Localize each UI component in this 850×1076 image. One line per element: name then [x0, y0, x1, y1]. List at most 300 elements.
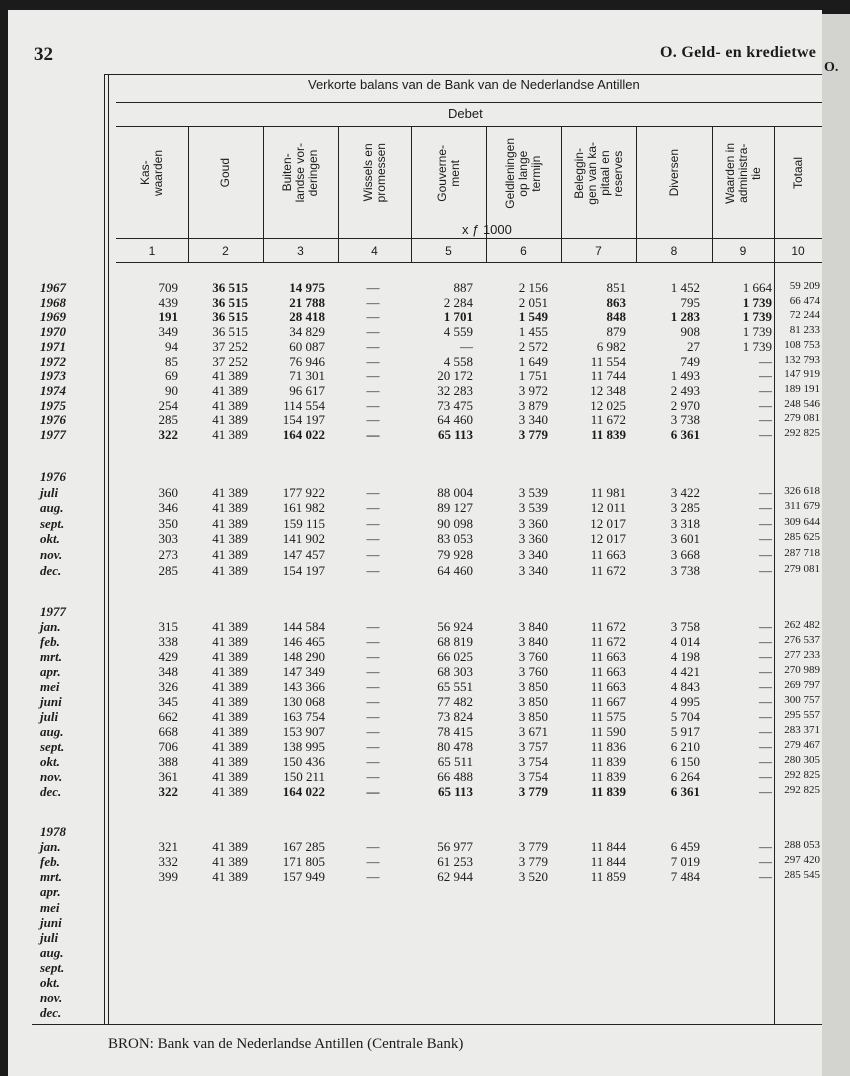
column-header-label: Buiten- landse vor- deringen: [280, 143, 320, 203]
row-label: 1968: [40, 294, 66, 310]
row-label: 1975: [40, 397, 66, 413]
table-cell: 3 539: [518, 484, 548, 500]
rule-subtitle: [116, 126, 822, 127]
table-cell: 277 233: [784, 649, 820, 661]
table-cell: 66 488: [437, 769, 473, 784]
table-cell: 3 754: [518, 754, 548, 769]
table-cell: 297 420: [784, 854, 820, 867]
table-cell: 164 022: [282, 427, 325, 442]
column-header-label: Kas- waarden: [138, 149, 165, 197]
table-cell: 138 995: [282, 739, 325, 754]
table-cell: 3 422: [670, 484, 700, 500]
table-cell: —: [366, 784, 380, 799]
table-cell: 295 557: [784, 709, 820, 721]
row-label: feb.: [40, 634, 60, 649]
table-cell: 11 590: [590, 724, 626, 739]
table-cell: 6 150: [670, 754, 700, 769]
table-cell: 361: [158, 769, 178, 784]
table-cell: 3 757: [518, 739, 548, 754]
table-cell: —: [759, 562, 772, 578]
table-cell: 283 371: [784, 724, 820, 736]
table-cell: 27: [687, 338, 700, 354]
row-label: jan.: [40, 619, 61, 634]
table-cell: 3 318: [670, 515, 700, 531]
table-cell: 80 478: [437, 739, 473, 754]
table-cell: 279 467: [784, 739, 820, 751]
table-cell: —: [366, 412, 380, 428]
table-cell: 321: [158, 839, 178, 855]
table-cell: 89 127: [437, 500, 473, 516]
row-label: sept.: [40, 515, 65, 531]
table-cell: 32 283: [437, 382, 473, 398]
table-cell: 36 515: [212, 294, 248, 310]
table-cell: 360: [158, 484, 178, 500]
table-cell: —: [460, 338, 473, 354]
table-cell: 132 793: [784, 353, 820, 366]
table-cell: —: [366, 427, 380, 442]
row-label: 1967: [40, 280, 66, 295]
table-cell: 11 663: [590, 664, 626, 679]
table-cell: 248 546: [784, 397, 820, 410]
table-cell: 1 452: [670, 280, 700, 295]
table-cell: —: [759, 649, 772, 664]
table-cell: 399: [158, 869, 178, 885]
table-cell: 350: [158, 515, 178, 531]
table-cell: 41 389: [212, 784, 248, 799]
table-cell: 177 922: [282, 484, 325, 500]
rule-bottom: [32, 1024, 822, 1025]
table-cell: —: [366, 724, 380, 739]
table-cell: 85: [165, 353, 178, 369]
table-cell: 69: [165, 368, 178, 384]
source-note: BRON: Bank van de Nederlandse Antillen (Centrale Bank): [108, 1036, 464, 1052]
column-header: [263, 128, 338, 218]
table-cell: 4 559: [443, 324, 473, 340]
table-cell: —: [759, 397, 772, 413]
table-cell: 3 972: [518, 382, 548, 398]
table-cell: 79 928: [437, 547, 473, 562]
table-cell: 76 946: [289, 353, 325, 369]
column-header: [774, 128, 822, 218]
table-cell: —: [759, 619, 772, 634]
table-cell: 11 663: [590, 679, 626, 694]
table-cell: —: [366, 368, 380, 384]
row-label: okt.: [40, 531, 60, 547]
table-cell: 68 819: [437, 634, 473, 649]
row-label: juli: [40, 484, 59, 500]
table-cell: 269 797: [784, 679, 820, 691]
table-cell: —: [759, 500, 772, 516]
table-cell: 273: [158, 547, 178, 562]
table-cell: 114 554: [283, 397, 325, 413]
table-cell: —: [366, 679, 380, 694]
table-cell: —: [366, 484, 380, 500]
table-cell: 709: [158, 280, 178, 295]
table-cell: 3 754: [518, 769, 548, 784]
table-cell: 348: [158, 664, 178, 679]
chapter-heading: O. Geld- en kredietwe: [660, 44, 817, 61]
table-cell: 148 290: [282, 649, 325, 664]
table-cell: 1 739: [742, 294, 772, 310]
table-cell: 12 017: [590, 531, 626, 547]
rule-top: [104, 74, 822, 75]
column-number: 10: [791, 244, 805, 258]
table-cell: 1 739: [742, 309, 772, 325]
table-cell: —: [366, 739, 380, 754]
table-cell: —: [759, 412, 772, 428]
table-cell: —: [759, 854, 772, 870]
row-label: dec.: [40, 784, 62, 799]
column-header-label: Totaal: [790, 156, 805, 190]
table-cell: —: [366, 353, 380, 369]
column-number: 7: [595, 244, 602, 258]
table-cell: 311 679: [784, 500, 820, 513]
table-cell: 668: [158, 724, 178, 739]
table-cell: 3 360: [518, 515, 548, 531]
table-cell: —: [759, 664, 772, 679]
table-cell: 41 389: [212, 679, 248, 694]
table-cell: 5 917: [670, 724, 700, 739]
table-cell: 3 285: [670, 500, 700, 516]
table-subtitle: Debet: [448, 106, 483, 121]
table-cell: —: [366, 309, 380, 325]
table-cell: 94: [165, 338, 178, 354]
table-cell: 3 850: [518, 679, 548, 694]
table-cell: —: [366, 562, 380, 578]
table-cell: 72 244: [789, 309, 820, 322]
table-cell: —: [759, 724, 772, 739]
table-cell: 279 081: [784, 412, 820, 425]
table-cell: 41 389: [212, 500, 248, 516]
table-cell: 56 977: [437, 839, 473, 855]
table-cell: 326: [158, 679, 178, 694]
table-cell: 34 829: [289, 324, 325, 340]
table-cell: 2 156: [518, 280, 548, 295]
table-cell: 41 389: [212, 484, 248, 500]
table-cell: 3 340: [518, 547, 548, 562]
column-number: 6: [520, 244, 527, 258]
table-cell: 73 475: [437, 397, 473, 413]
table-cell: 141 902: [282, 531, 325, 547]
table-cell: 11 663: [590, 547, 626, 562]
table-cell: 4 558: [443, 353, 473, 369]
table-cell: —: [366, 280, 380, 295]
table-cell: 6 361: [670, 784, 700, 799]
table-cell: 130 068: [282, 694, 325, 709]
table-cell: 292 825: [784, 769, 820, 781]
table-cell: 154 197: [282, 412, 325, 428]
table-cell: —: [366, 619, 380, 634]
table-cell: 4 843: [670, 679, 700, 694]
table-cell: 6 361: [670, 427, 700, 442]
row-label: juni: [40, 914, 62, 930]
table-cell: 851: [606, 280, 626, 295]
table-cell: 292 825: [784, 784, 820, 796]
table-cell: 65 551: [437, 679, 473, 694]
table-cell: 41 389: [212, 754, 248, 769]
table-cell: 270 989: [784, 664, 820, 676]
table-cell: 41 389: [212, 547, 248, 562]
table-cell: —: [366, 694, 380, 709]
table-cell: 60 087: [289, 338, 325, 354]
table-cell: 5 704: [670, 709, 700, 724]
table-cell: 12 017: [590, 515, 626, 531]
table-cell: 6 264: [670, 769, 700, 784]
table-cell: —: [759, 427, 772, 442]
table-cell: —: [366, 664, 380, 679]
table-cell: —: [759, 484, 772, 500]
table-cell: 338: [158, 634, 178, 649]
table-cell: —: [366, 754, 380, 769]
column-header: [486, 128, 561, 218]
table-cell: 41 389: [212, 368, 248, 384]
row-label: mrt.: [40, 869, 63, 885]
table-cell: 41 389: [212, 664, 248, 679]
table-cell: 279 081: [784, 562, 820, 575]
table-cell: 303: [158, 531, 178, 547]
table-cell: 41 389: [212, 649, 248, 664]
table-cell: 2 493: [670, 382, 700, 398]
table-cell: 73 824: [437, 709, 473, 724]
table-cell: 11 839: [590, 769, 626, 784]
table-cell: —: [366, 500, 380, 516]
table-cell: —: [759, 368, 772, 384]
table-cell: 167 285: [282, 839, 325, 855]
table-cell: 146 465: [282, 634, 325, 649]
table-cell: 66 474: [789, 294, 820, 307]
table-cell: —: [759, 769, 772, 784]
table-unit: x ƒ 1000: [462, 222, 512, 237]
table-cell: —: [366, 531, 380, 547]
table-cell: 71 301: [289, 368, 325, 384]
table-cell: 254: [158, 397, 178, 413]
table-cell: 61 253: [437, 854, 473, 870]
table-cell: 285: [158, 562, 178, 578]
rule-header: [116, 238, 822, 239]
column-header-label: Wissels en promessen: [360, 143, 388, 203]
table-cell: 285 545: [784, 869, 820, 882]
row-label: mei: [40, 679, 60, 694]
table-cell: 36 515: [212, 324, 248, 340]
row-label: dec.: [40, 1005, 62, 1021]
row-label: 1977: [40, 427, 66, 442]
table-cell: 11 667: [590, 694, 626, 709]
table-cell: —: [366, 547, 380, 562]
table-cell: 795: [680, 294, 700, 310]
table-cell: 36 515: [212, 280, 248, 295]
table-cell: 78 415: [437, 724, 473, 739]
table-cell: 64 460: [437, 412, 473, 428]
table-cell: 41 389: [212, 869, 248, 885]
column-header: [712, 128, 774, 218]
table-cell: 3 601: [670, 531, 700, 547]
column-number: 5: [445, 244, 452, 258]
row-label: okt.: [40, 975, 60, 990]
row-label: aug.: [40, 500, 64, 516]
row-label: mrt.: [40, 649, 63, 664]
table-cell: 285 625: [784, 531, 820, 544]
table-cell: 346: [158, 500, 178, 516]
table-cell: 68 303: [437, 664, 473, 679]
row-label: aug.: [40, 724, 64, 739]
table-cell: 83 053: [437, 531, 473, 547]
table-cell: 164 022: [282, 784, 325, 799]
column-header: [188, 128, 263, 218]
table-cell: 322: [158, 427, 178, 442]
table-cell: 3 360: [518, 531, 548, 547]
row-label: 1970: [40, 324, 66, 340]
table-cell: 11 839: [590, 754, 626, 769]
column-header: [116, 128, 188, 218]
table-cell: 41 389: [212, 382, 248, 398]
row-label: okt.: [40, 754, 60, 769]
table-cell: —: [759, 634, 772, 649]
table-cell: 3 520: [518, 869, 548, 885]
table-cell: —: [366, 839, 380, 855]
column-number: 3: [297, 244, 304, 258]
table-cell: 147 349: [282, 664, 325, 679]
table-cell: 154 197: [282, 562, 325, 578]
table-cell: —: [759, 547, 772, 562]
table-cell: 3 779: [518, 854, 548, 870]
table-cell: 41 389: [212, 839, 248, 855]
column-number: 4: [371, 244, 378, 258]
column-header-label: Waarden in administra- tie: [722, 142, 763, 204]
table-cell: 2 572: [518, 338, 548, 354]
row-label: 1978: [40, 824, 66, 839]
table-cell: 315: [158, 619, 178, 634]
rule-left-2: [108, 74, 109, 1024]
table-cell: 88 004: [437, 484, 473, 500]
table-cell: 189 191: [784, 382, 820, 395]
table-cell: 2 051: [518, 294, 548, 310]
row-label: 1976: [40, 469, 66, 484]
table-cell: 21 788: [289, 294, 325, 310]
table-cell: 1 751: [518, 368, 548, 384]
table-cell: 345: [158, 694, 178, 709]
document-page: [8, 10, 822, 1076]
table-cell: 12 025: [590, 397, 626, 413]
row-label: apr.: [40, 664, 61, 679]
table-cell: 56 924: [437, 619, 473, 634]
table-cell: 11 836: [590, 739, 626, 754]
table-cell: 706: [158, 739, 178, 754]
table-cell: 41 389: [212, 515, 248, 531]
row-label: feb.: [40, 854, 60, 870]
table-cell: 3 671: [518, 724, 548, 739]
row-label: mei: [40, 899, 60, 915]
table-cell: 3 340: [518, 412, 548, 428]
table-cell: —: [366, 294, 380, 310]
table-cell: 749: [680, 353, 700, 369]
table-cell: 11 575: [590, 709, 626, 724]
table-cell: 287 718: [784, 547, 820, 559]
row-label: apr.: [40, 884, 61, 900]
row-label: 1977: [40, 604, 66, 619]
table-cell: —: [759, 382, 772, 398]
table-cell: 12 011: [590, 500, 626, 516]
table-cell: 7 484: [670, 869, 700, 885]
table-cell: 96 617: [289, 382, 325, 398]
row-label: juli: [40, 709, 59, 724]
row-label: aug.: [40, 944, 64, 960]
table-cell: —: [759, 869, 772, 885]
table-cell: 163 754: [282, 709, 325, 724]
column-number: 8: [670, 244, 678, 258]
table-cell: 77 482: [437, 694, 473, 709]
table-cell: 3 758: [670, 619, 700, 634]
row-label: juni: [40, 694, 62, 709]
table-cell: 41 389: [212, 619, 248, 634]
table-cell: 66 025: [437, 649, 473, 664]
table-cell: —: [366, 382, 380, 398]
column-header-label: Beleggin- gen van ka- pitaal en reserves: [571, 141, 625, 205]
table-cell: 4 995: [670, 694, 700, 709]
table-cell: 144 584: [282, 619, 325, 634]
table-cell: 1 549: [518, 309, 548, 325]
column-number: 2: [222, 244, 229, 258]
table-cell: 3 340: [518, 562, 548, 578]
table-cell: 309 644: [784, 515, 820, 528]
table-cell: 2 284: [443, 294, 473, 310]
table-cell: 4 421: [670, 664, 700, 679]
facing-page-text: O.: [824, 60, 839, 75]
table-cell: 59 209: [789, 280, 820, 292]
row-label: 1976: [40, 412, 66, 428]
table-cell: 3 668: [670, 547, 700, 562]
table-cell: 28 418: [289, 309, 325, 325]
table-cell: 11 839: [590, 784, 626, 799]
rule-colnums: [116, 262, 822, 263]
row-label: juli: [40, 929, 59, 945]
table-cell: 3 738: [670, 412, 700, 428]
table-cell: 41 389: [212, 562, 248, 578]
table-cell: 41 389: [212, 739, 248, 754]
table-cell: —: [759, 754, 772, 769]
table-cell: —: [759, 709, 772, 724]
table-cell: 388: [158, 754, 178, 769]
col-sep-totaal: [774, 126, 775, 1024]
table-cell: 65 113: [437, 784, 473, 799]
table-cell: 62 944: [437, 869, 473, 885]
table-cell: 11 844: [590, 854, 626, 870]
table-cell: 276 537: [784, 634, 820, 646]
table-cell: 326 618: [784, 484, 820, 497]
column-number: 1: [148, 244, 156, 258]
row-label: sept.: [40, 959, 65, 975]
table-cell: —: [759, 839, 772, 855]
table-cell: 41 389: [212, 427, 248, 442]
table-cell: 90 098: [437, 515, 473, 531]
table-cell: 37 252: [212, 353, 248, 369]
column-header: [561, 128, 636, 218]
table-cell: 662: [158, 709, 178, 724]
table-cell: 41 389: [212, 531, 248, 547]
table-cell: —: [366, 634, 380, 649]
row-label: 1971: [40, 338, 66, 354]
table-cell: 12 348: [590, 382, 626, 398]
table-cell: 11 554: [590, 353, 626, 369]
table-cell: —: [366, 649, 380, 664]
table-cell: 3 760: [518, 664, 548, 679]
table-cell: —: [366, 709, 380, 724]
table-cell: 1 455: [518, 324, 548, 340]
table-cell: 143 366: [282, 679, 325, 694]
table-cell: 322: [158, 784, 178, 799]
table-cell: 332: [158, 854, 178, 870]
column-header-label: Gouverne- ment: [434, 144, 462, 202]
table-cell: 1 283: [670, 309, 700, 325]
